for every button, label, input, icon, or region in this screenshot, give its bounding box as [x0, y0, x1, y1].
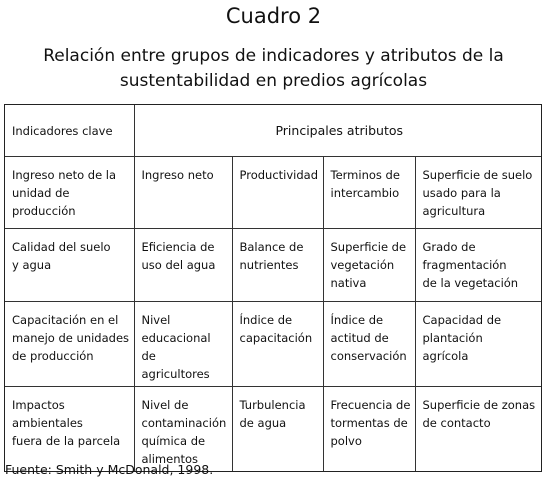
- cell-text-line: Frecuencia de: [330, 398, 411, 412]
- cell-text-line: Terminos de: [330, 168, 400, 182]
- attribute-cell: [415, 157, 541, 229]
- attribute-cell: [232, 157, 323, 229]
- indicators-table-grid: [5, 105, 541, 471]
- table-caption: [0, 44, 547, 94]
- caption-line: sustentabilidad en predios agrícolas: [119, 71, 428, 91]
- attribute-cell: [232, 302, 323, 387]
- cell-text-line: uso del agua: [141, 258, 216, 272]
- attribute-cell: [415, 302, 541, 387]
- attribute-cell: [134, 387, 232, 472]
- cell-text-line: Superficie de zonas: [422, 398, 536, 412]
- cell-text-line: fragmentación: [422, 258, 507, 272]
- source-note: Fuente: Smith y McDonald, 1998.: [5, 462, 214, 477]
- cell-text-line: Calidad del suelo: [12, 240, 111, 254]
- cell-text-line: Índice de: [330, 313, 384, 327]
- key-indicator-cell: [5, 157, 134, 229]
- cell-text-line: conservación: [330, 349, 407, 363]
- cell-text-line: capacitación: [239, 331, 313, 345]
- cell-text-line: nativa: [330, 276, 367, 290]
- table-row: [5, 302, 541, 387]
- cell-text-line: de producción: [12, 349, 94, 363]
- cell-text-line: usado para la: [422, 186, 501, 200]
- header-main-attributes: Principales atributos: [134, 105, 541, 157]
- cell-text-line: Superficie de suelo: [422, 168, 533, 182]
- indicators-table: [4, 104, 542, 472]
- attribute-cell: [134, 157, 232, 229]
- cell-text-line: Grado de: [422, 240, 476, 254]
- header-key-indicators: Indicadores clave: [5, 105, 134, 157]
- cell-text-line: de contacto: [422, 416, 491, 430]
- cell-text-line: Índice de: [239, 313, 293, 327]
- cell-text-line: de la vegetación: [422, 276, 519, 290]
- cell-text-line: Impactos: [12, 398, 65, 412]
- cell-text-line: nutrientes: [239, 258, 299, 272]
- attribute-cell: [415, 229, 541, 302]
- document-title: Cuadro 2: [225, 4, 322, 28]
- cell-text-line: Ingreso neto: [141, 168, 214, 182]
- key-indicator-cell: [5, 302, 134, 387]
- cell-text-line: agrícola: [422, 349, 469, 363]
- table-row: [5, 229, 541, 302]
- caption-line: Relación entre grupos de indicadores y atributos de la: [43, 46, 504, 66]
- cell-text-line: fuera de la parcela: [12, 434, 121, 448]
- cell-text-line: educacional: [141, 331, 211, 345]
- cell-text-line: Balance de: [239, 240, 304, 254]
- table-row: [5, 157, 541, 229]
- attribute-cell: [323, 387, 415, 472]
- attribute-cell: [134, 302, 232, 387]
- attribute-cell: [134, 229, 232, 302]
- cell-text-line: Eficiencia de: [141, 240, 215, 254]
- table-body: [5, 105, 541, 471]
- cell-text-line: alimentos: [141, 452, 199, 466]
- cell-text-line: Capacidad de: [422, 313, 502, 327]
- cell-text-line: Ingreso neto de la: [12, 168, 117, 182]
- table-header-row: [5, 105, 541, 157]
- cell-text-line: Nivel: [141, 313, 171, 327]
- cell-text-line: agricultura: [422, 204, 486, 218]
- cell-text-line: Superficie de: [330, 240, 407, 254]
- attribute-cell: [323, 229, 415, 302]
- cell-text-line: Productividad: [239, 168, 319, 182]
- cell-text-line: Capacitación en el: [12, 313, 119, 327]
- cell-text-line: de agua: [239, 416, 287, 430]
- cell-text-line: Nivel de: [141, 398, 189, 412]
- table-row: [5, 387, 541, 472]
- key-indicator-cell: [5, 387, 134, 472]
- cell-text-line: polvo: [330, 434, 362, 448]
- attribute-cell: [232, 229, 323, 302]
- attribute-cell: [415, 387, 541, 472]
- attribute-cell: [232, 387, 323, 472]
- cell-text-line: manejo de unidades: [12, 331, 130, 345]
- cell-text-line: química de: [141, 434, 206, 448]
- cell-text-line: Turbulencia: [239, 398, 306, 412]
- cell-text-line: vegetación: [330, 258, 395, 272]
- cell-text-line: plantación: [422, 331, 483, 345]
- cell-text-line: contaminación: [141, 416, 227, 430]
- attribute-cell: [323, 157, 415, 229]
- cell-text-line: actitud de: [330, 331, 389, 345]
- cell-text-line: de agricultores: [141, 349, 210, 381]
- cell-text-line: y agua: [12, 258, 52, 272]
- cell-text-line: unidad de: [12, 186, 70, 200]
- attribute-cell: [323, 302, 415, 387]
- key-indicator-cell: [5, 229, 134, 302]
- cell-text-line: intercambio: [330, 186, 400, 200]
- cell-text-line: producción: [12, 204, 76, 218]
- cell-text-line: ambientales: [12, 416, 83, 430]
- cell-text-line: tormentas de: [330, 416, 408, 430]
